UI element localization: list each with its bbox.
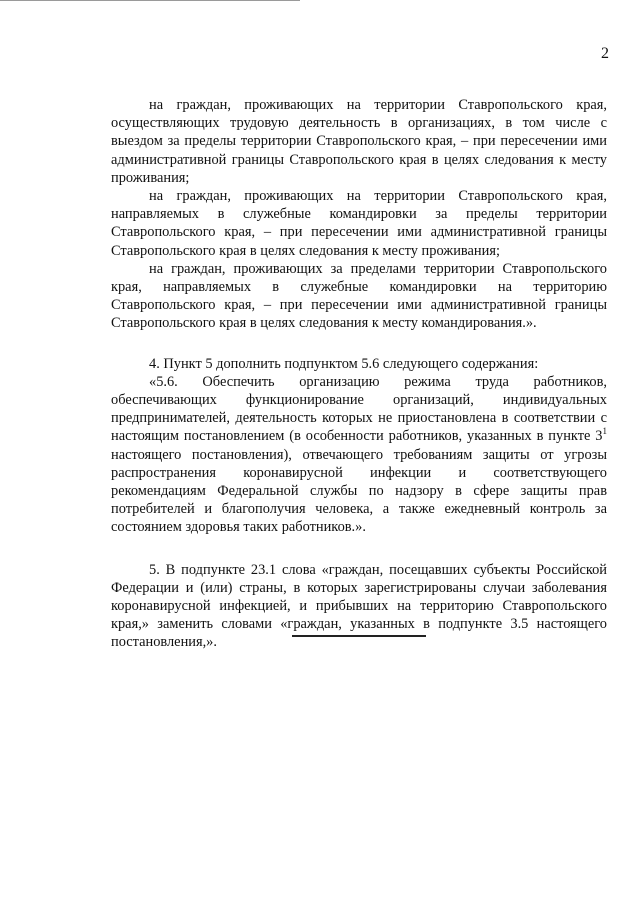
paragraph-residents-working: на граждан, проживающих на территории Ставропольского края, осуществляющих трудовую деятельность в организациях, в том числе с выездом за пределы территории Ставропольского края, – при пересечении ими административной границы Ставропольского края в целях следования к месту проживания; bbox=[111, 97, 607, 186]
page-number: 2 bbox=[601, 45, 609, 62]
paragraph-item-5: 5. В подпункте 23.1 слова «граждан, посещавших субъекты Российской Федерации и (или) страны, в которых зарегистрированы случаи заболевания коронавирусной инфекцией, и прибывших на территорию Ставропольского края,» заменить словами «граждан, указанных в подпункте 3.5 настоящего постановления,». bbox=[111, 561, 607, 651]
superscript-index: 1 bbox=[602, 426, 607, 437]
scan-edge-line bbox=[0, 0, 300, 1]
paragraph-subitem-5-6 bbox=[111, 373, 607, 537]
subitem-5-6-text-start: «5.6. Обеспечить организацию режима труда работников, обеспечивающих функционирование организаций, индивидуальных предпринимателей, деятельность которых не приостановлена в соответствии с настоящим постановлением (в особенности работников, указанных в пункте 3 bbox=[111, 373, 607, 445]
paragraph-item-4: 4. Пункт 5 дополнить подпунктом 5.6 следующего содержания: bbox=[149, 355, 539, 372]
paragraph-nonresidents-business-trips-in: на граждан, проживающих за пределами территории Ставропольского края, направляемых в служебные командировки на территорию Ставропольского края, – при пересечении ими административной границы Ставропольского края в целях следования к месту командирования.». bbox=[111, 260, 607, 332]
closing-divider-line bbox=[292, 635, 426, 637]
paragraph-residents-business-trips-out: на граждан, проживающих на территории Ставропольского края, направляемых в служебные командировки за пределы территории Ставропольского края, – при пересечении ими административной границы Ставропольского края в целях следования к месту проживания; bbox=[111, 188, 607, 259]
document-body bbox=[111, 96, 607, 652]
subitem-5-6-text-end: настоящего постановления), отвечающего требованиям защиты от угрозы распространения коронавирусной инфекции и соответствующего рекомендациям Федеральной службы по надзору в сфере защиты прав потребителей и благополучия человека, а также ежедневный контроль за состоянием здоровья таких работников.». bbox=[111, 446, 607, 536]
